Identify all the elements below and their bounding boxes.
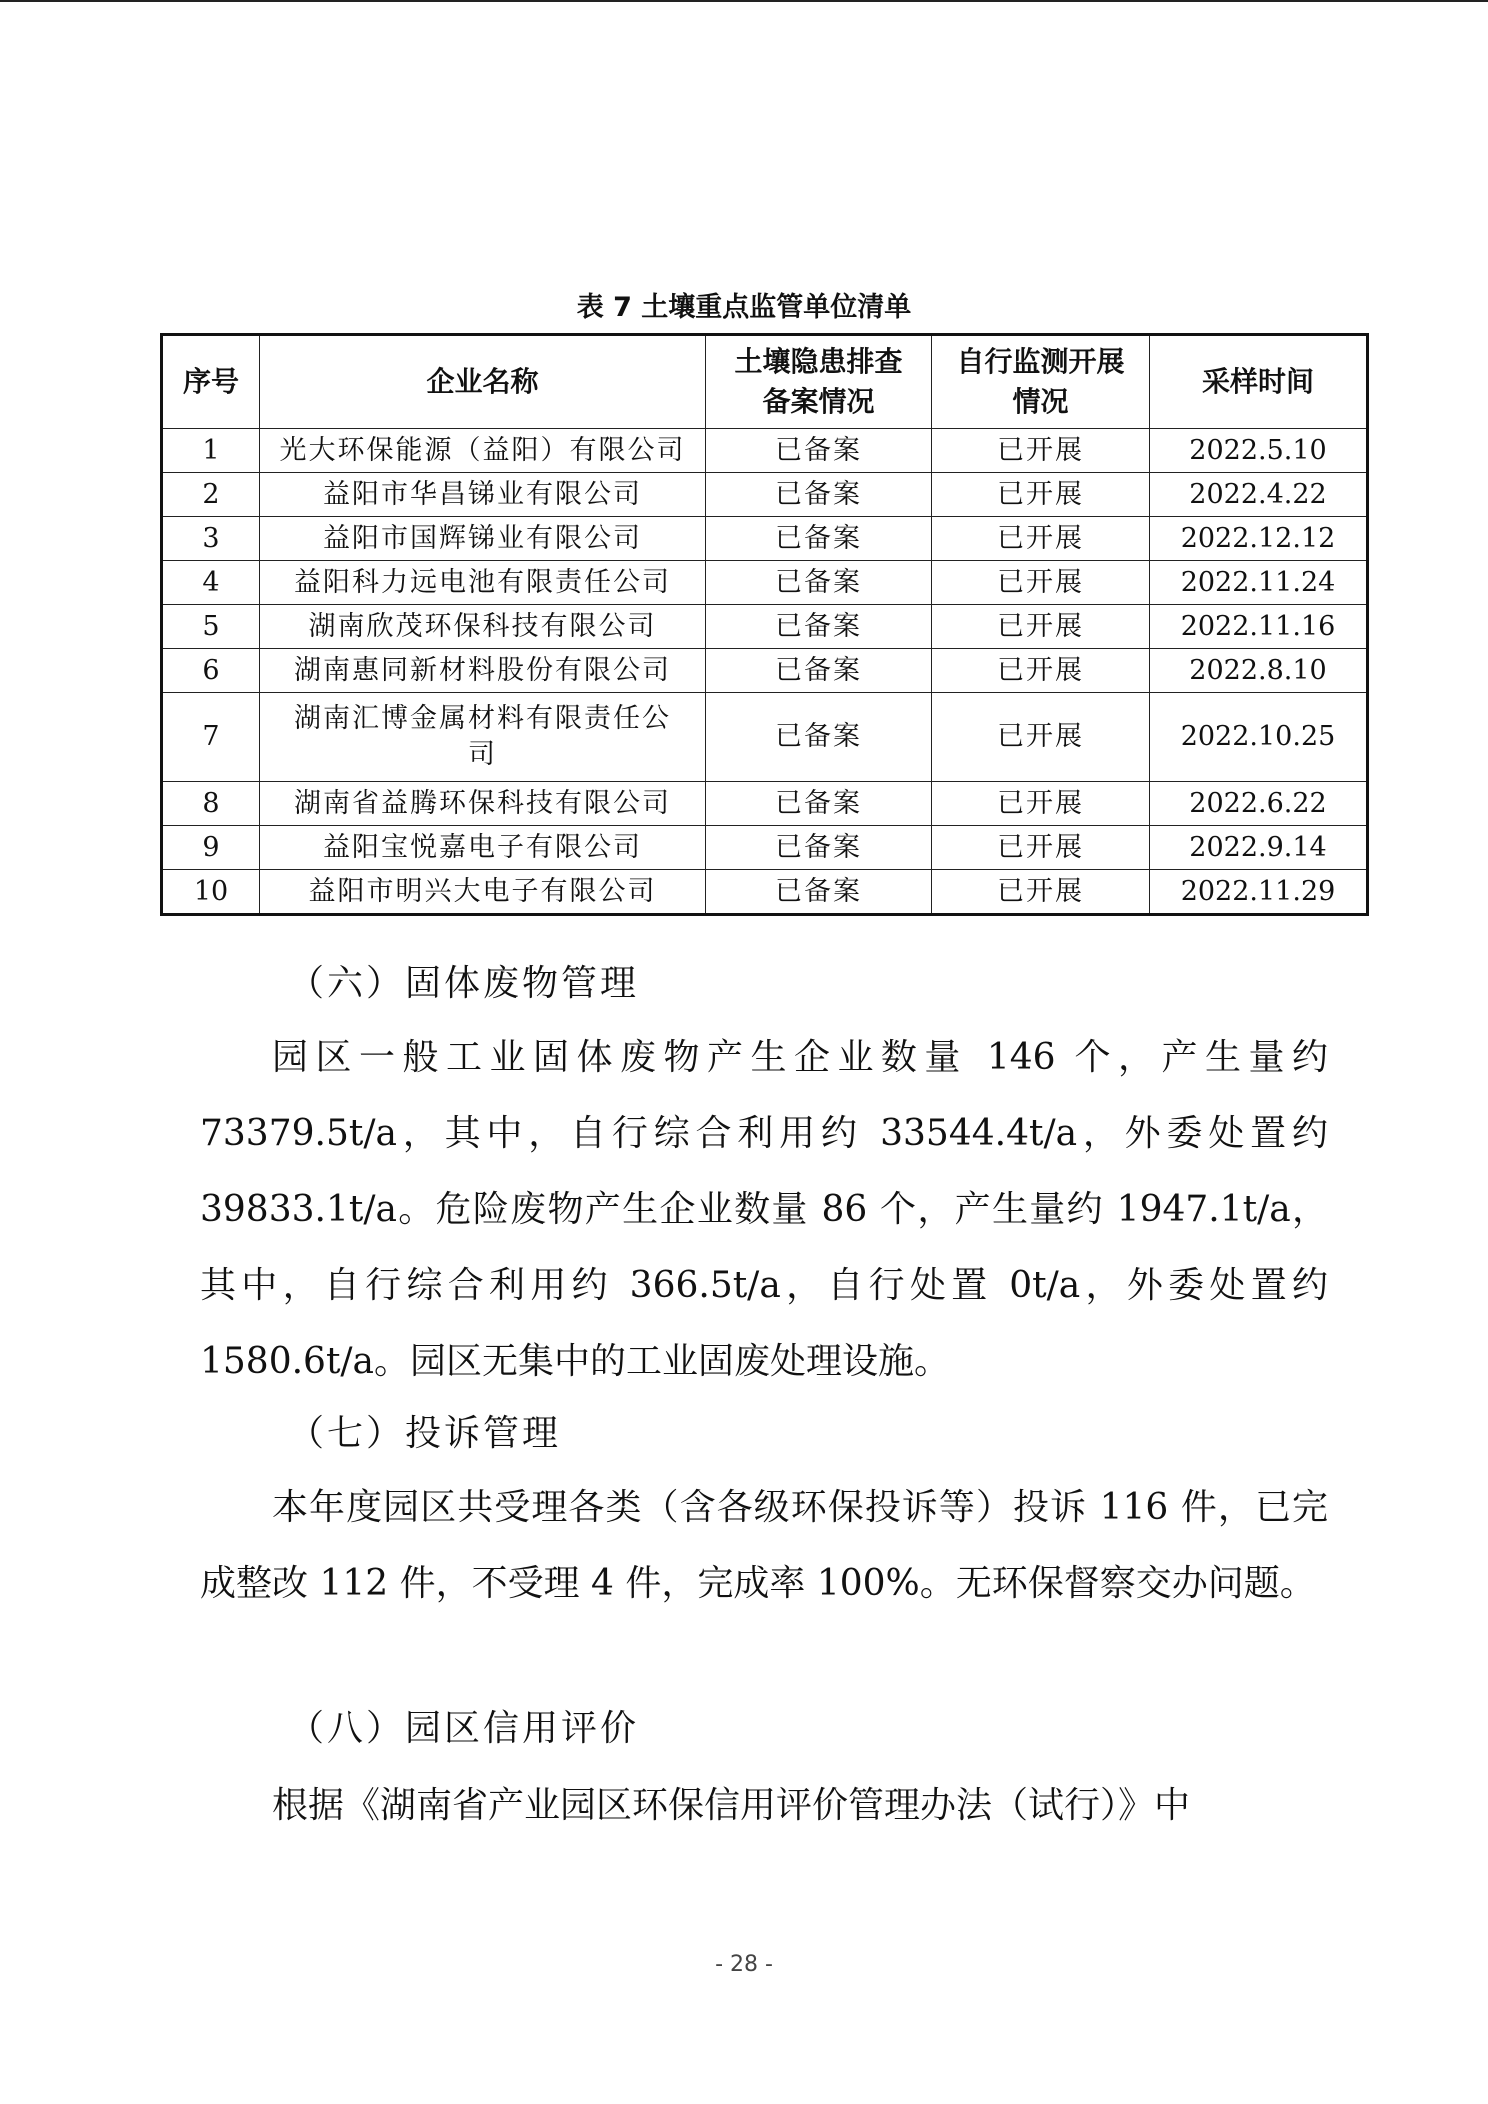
cell-company-name [260,693,706,782]
cell-company-name: 益阳市国辉锑业有限公司 [260,517,706,561]
cell-monitoring-status: 已开展 [932,473,1150,517]
cell-no: 2 [162,473,260,517]
header-filing-line2: 备案情况 [762,385,875,418]
cell-monitoring-status: 已开展 [932,561,1150,605]
cell-monitoring-status: 已开展 [932,605,1150,649]
cell-no: 1 [162,429,260,473]
header-sampling-date: 采样时间 [1150,335,1368,429]
cell-no: 7 [162,693,260,782]
cell-filing-status: 已备案 [706,782,932,826]
header-filing-status [706,335,932,429]
cell-filing-status: 已备案 [706,693,932,782]
cell-company-name: 湖南欣茂环保科技有限公司 [260,605,706,649]
cell-company-name: 湖南惠同新材料股份有限公司 [260,649,706,693]
page-top-border [0,0,1488,2]
table-row [162,605,1368,649]
cell-no: 6 [162,649,260,693]
table-row [162,782,1368,826]
cell-company-name: 益阳宝悦嘉电子有限公司 [260,826,706,870]
cell-filing-status: 已备案 [706,649,932,693]
cell-sampling-date: 2022.11.24 [1150,561,1368,605]
cell-sampling-date: 2022.4.22 [1150,473,1368,517]
cell-company-name: 益阳市华昌锑业有限公司 [260,473,706,517]
cell-monitoring-status: 已开展 [932,870,1150,915]
cell-monitoring-status: 已开展 [932,826,1150,870]
cell-sampling-date: 2022.6.22 [1150,782,1368,826]
paragraph-solid-waste: 园区一般工业固体废物产生企业数量 146 个，产生量约 73379.5t/a，其中，自行综合利用约 33544.4t/a，外委处置约 39833.1t/a。危险废物产生企业数量 86 个，产生量约 1947.1t/a，其中，自行综合利用约 366.5t/a，自行处置 0t/a，外委处置约 1580.6t/a。园区无集中的工业固废处理设施。 [200,1037,1328,1382]
header-monitoring-line1: 自行监测开展 [956,345,1125,378]
cell-company-name: 光大环保能源（益阳）有限公司 [260,429,706,473]
table-row [162,561,1368,605]
cell-no: 3 [162,517,260,561]
paragraph-credit: 根据《湖南省产业园区环保信用评价管理办法（试行）》中 [272,1785,1191,1826]
header-monitoring-line2: 情况 [1012,385,1069,418]
cell-sampling-date: 2022.12.12 [1150,517,1368,561]
cell-sampling-date: 2022.11.29 [1150,870,1368,915]
cell-sampling-date: 2022.8.10 [1150,649,1368,693]
cell-no: 8 [162,782,260,826]
cell-company-name: 益阳市明兴大电子有限公司 [260,870,706,915]
section-heading-complaints: （七）投诉管理 [288,1413,562,1454]
cell-filing-status: 已备案 [706,826,932,870]
cell-sampling-date: 2022.10.25 [1150,693,1368,782]
soil-monitoring-table [160,333,1369,916]
cell-no: 5 [162,605,260,649]
cell-monitoring-status: 已开展 [932,782,1150,826]
table-row [162,693,1368,782]
header-company-name: 企业名称 [260,335,706,429]
cell-monitoring-status: 已开展 [932,517,1150,561]
cell-sampling-date: 2022.11.16 [1150,605,1368,649]
table-row [162,517,1368,561]
cell-company-name: 湖南省益腾环保科技有限公司 [260,782,706,826]
header-filing-line1: 土壤隐患排查 [734,345,903,378]
cell-no: 9 [162,826,260,870]
cell-filing-status: 已备案 [706,517,932,561]
cell-sampling-date: 2022.5.10 [1150,429,1368,473]
cell-filing-status: 已备案 [706,561,932,605]
cell-no: 10 [162,870,260,915]
table-row [162,870,1368,915]
table-header-row [162,335,1368,429]
cell-sampling-date: 2022.9.14 [1150,826,1368,870]
cell-company-name-line2: 司 [468,739,497,770]
cell-filing-status: 已备案 [706,870,932,915]
header-monitoring-status [932,335,1150,429]
section-heading-solid-waste: （六）固体废物管理 [288,963,640,1004]
cell-filing-status: 已备案 [706,605,932,649]
cell-filing-status: 已备案 [706,429,932,473]
cell-monitoring-status: 已开展 [932,429,1150,473]
page-number: - 28 - [715,1952,773,1977]
table-caption: 表 7 土壤重点监管单位清单 [576,292,912,323]
cell-no: 4 [162,561,260,605]
table-row [162,826,1368,870]
cell-filing-status: 已备案 [706,473,932,517]
cell-monitoring-status: 已开展 [932,649,1150,693]
table-row [162,429,1368,473]
table-row [162,473,1368,517]
section-heading-credit: （八）园区信用评价 [288,1708,640,1749]
table-row [162,649,1368,693]
paragraph-complaints: 本年度园区共受理各类（含各级环保投诉等）投诉 116 件，已完成整改 112 件，不受理 4 件，完成率 100%。无环保督察交办问题。 [200,1487,1328,1604]
cell-company-name: 益阳科力远电池有限责任公司 [260,561,706,605]
cell-monitoring-status: 已开展 [932,693,1150,782]
cell-company-name-line1: 湖南汇博金属材料有限责任公 [294,703,671,734]
header-no: 序号 [162,335,260,429]
